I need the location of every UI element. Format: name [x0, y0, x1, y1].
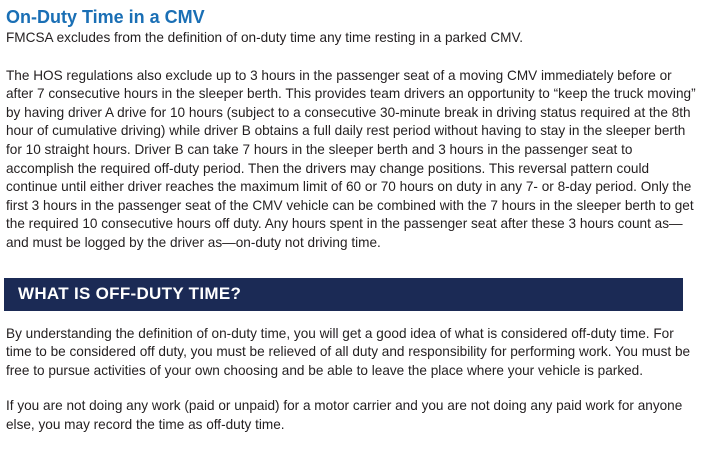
- intro-paragraph: FMCSA excludes from the definition of on-duty time any time resting in a parked CMV.: [6, 30, 524, 45]
- section-banner: [4, 278, 683, 311]
- banner-title: WHAT IS OFF-DUTY TIME?: [18, 284, 242, 304]
- document-page: [6, 0, 696, 435]
- team-drivers-paragraph: The HOS regulations also exclude up to 3 hours in the passenger seat of a moving CMV immediately before or after 7 consecutive hours in the sleeper berth. This provides team drivers an opportunity to “keep the truck moving” by having driver A drive for 10 hours (subject to a consecutive 30-minute break in driving status required at the 8th hour of cumulative driving) while driver B obtains a full daily rest period without having to stay in the sleeper berth for 10 straight hours. Driver B can take 7 hours in the sleeper berth and 3 hours in the passenger seat to accomplish the required off-duty period. Then the drivers may change positions. This reversal pattern could continue until either driver reaches the maximum limit of 60 or 70 hours on duty in any 7- or 8-day period. Only the first 3 hours in the passenger seat of the CMV vehicle can be combined with the 7 hours in the sleeper berth to get the required 10 consecutive hours off duty. Any hours spent in the passenger seat after these 3 hours count as—and must be logged by the driver as—on-duty not driving time.: [6, 67, 696, 250]
- off-duty-record-paragraph: If you are not doing any work (paid or unpaid) for a motor carrier and you are not doing any paid work for anyone else, you may record the time as off-duty time.: [6, 398, 683, 432]
- off-duty-definition-paragraph: By understanding the definition of on-duty time, you will get a good idea of what is considered off-duty time. For time to be considered off duty, you must be relieved of all duty and responsibility for performing work. You must be free to pursue activities of your own choosing and be able to leave the place where your vehicle is parked.: [6, 325, 691, 378]
- section-heading: On-Duty Time in a CMV: [6, 7, 205, 27]
